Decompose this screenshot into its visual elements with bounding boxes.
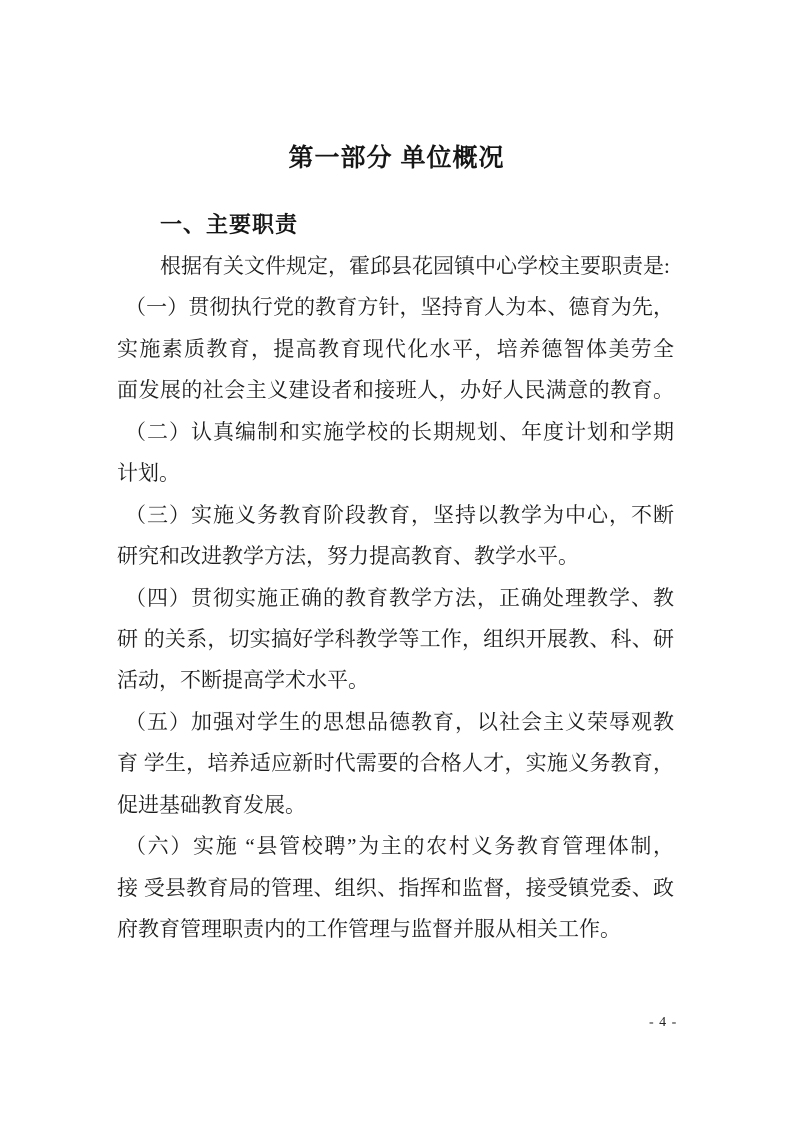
body-line: （五）加强对学生的思想品德教育，以社会主义荣辱观教	[125, 709, 674, 734]
body-line: 活动，不断提高学术水平。	[117, 668, 369, 693]
body-line: （四）贯彻实施正确的教育教学方法，正确处理教学、教	[125, 585, 674, 610]
body-line: 面发展的社会主义建设者和接班人，办好人民满意的教育。	[117, 378, 674, 403]
body-line: 根据有关文件规定，霍邱县花园镇中心学校主要职责是:	[160, 254, 670, 278]
page-title: 第一部分 单位概况	[288, 144, 505, 172]
body-line: 实施素质教育，提高教育现代化水平，培养德智体美劳全	[117, 336, 674, 361]
body-line: 计划。	[117, 461, 180, 486]
body-line: （一）贯彻执行党的教育方针，坚持育人为本、德育为先，	[125, 295, 674, 320]
document-body	[117, 246, 674, 950]
section-heading: 一、主要职责	[160, 212, 299, 237]
body-line: （三）实施义务教育阶段教育，坚持以教学为中心，不断	[125, 502, 674, 527]
body-line: 研 的关系，切实搞好学科教学等工作，组织开展教、科、研	[117, 626, 674, 651]
body-line: （六）实施 “县管校聘”为主的农村义务教育管理体制，	[125, 834, 674, 859]
body-line: 研究和改进教学方法，努力提高教育、教学水平。	[117, 544, 579, 569]
body-line: 府教育管理职责内的工作管理与监督并服从相关工作。	[117, 917, 621, 941]
page-number: - 4 -	[649, 1015, 678, 1030]
body-line: 接 受县教育局的管理、组织、指挥和监督，接受镇党委、政	[117, 875, 674, 900]
body-line: 育 学生，培养适应新时代需要的合格人才，实施义务教育，	[117, 751, 674, 776]
body-line: （二）认真编制和实施学校的长期规划、年度计划和学期	[125, 419, 674, 444]
body-line: 促进基础教育发展。	[117, 792, 306, 817]
